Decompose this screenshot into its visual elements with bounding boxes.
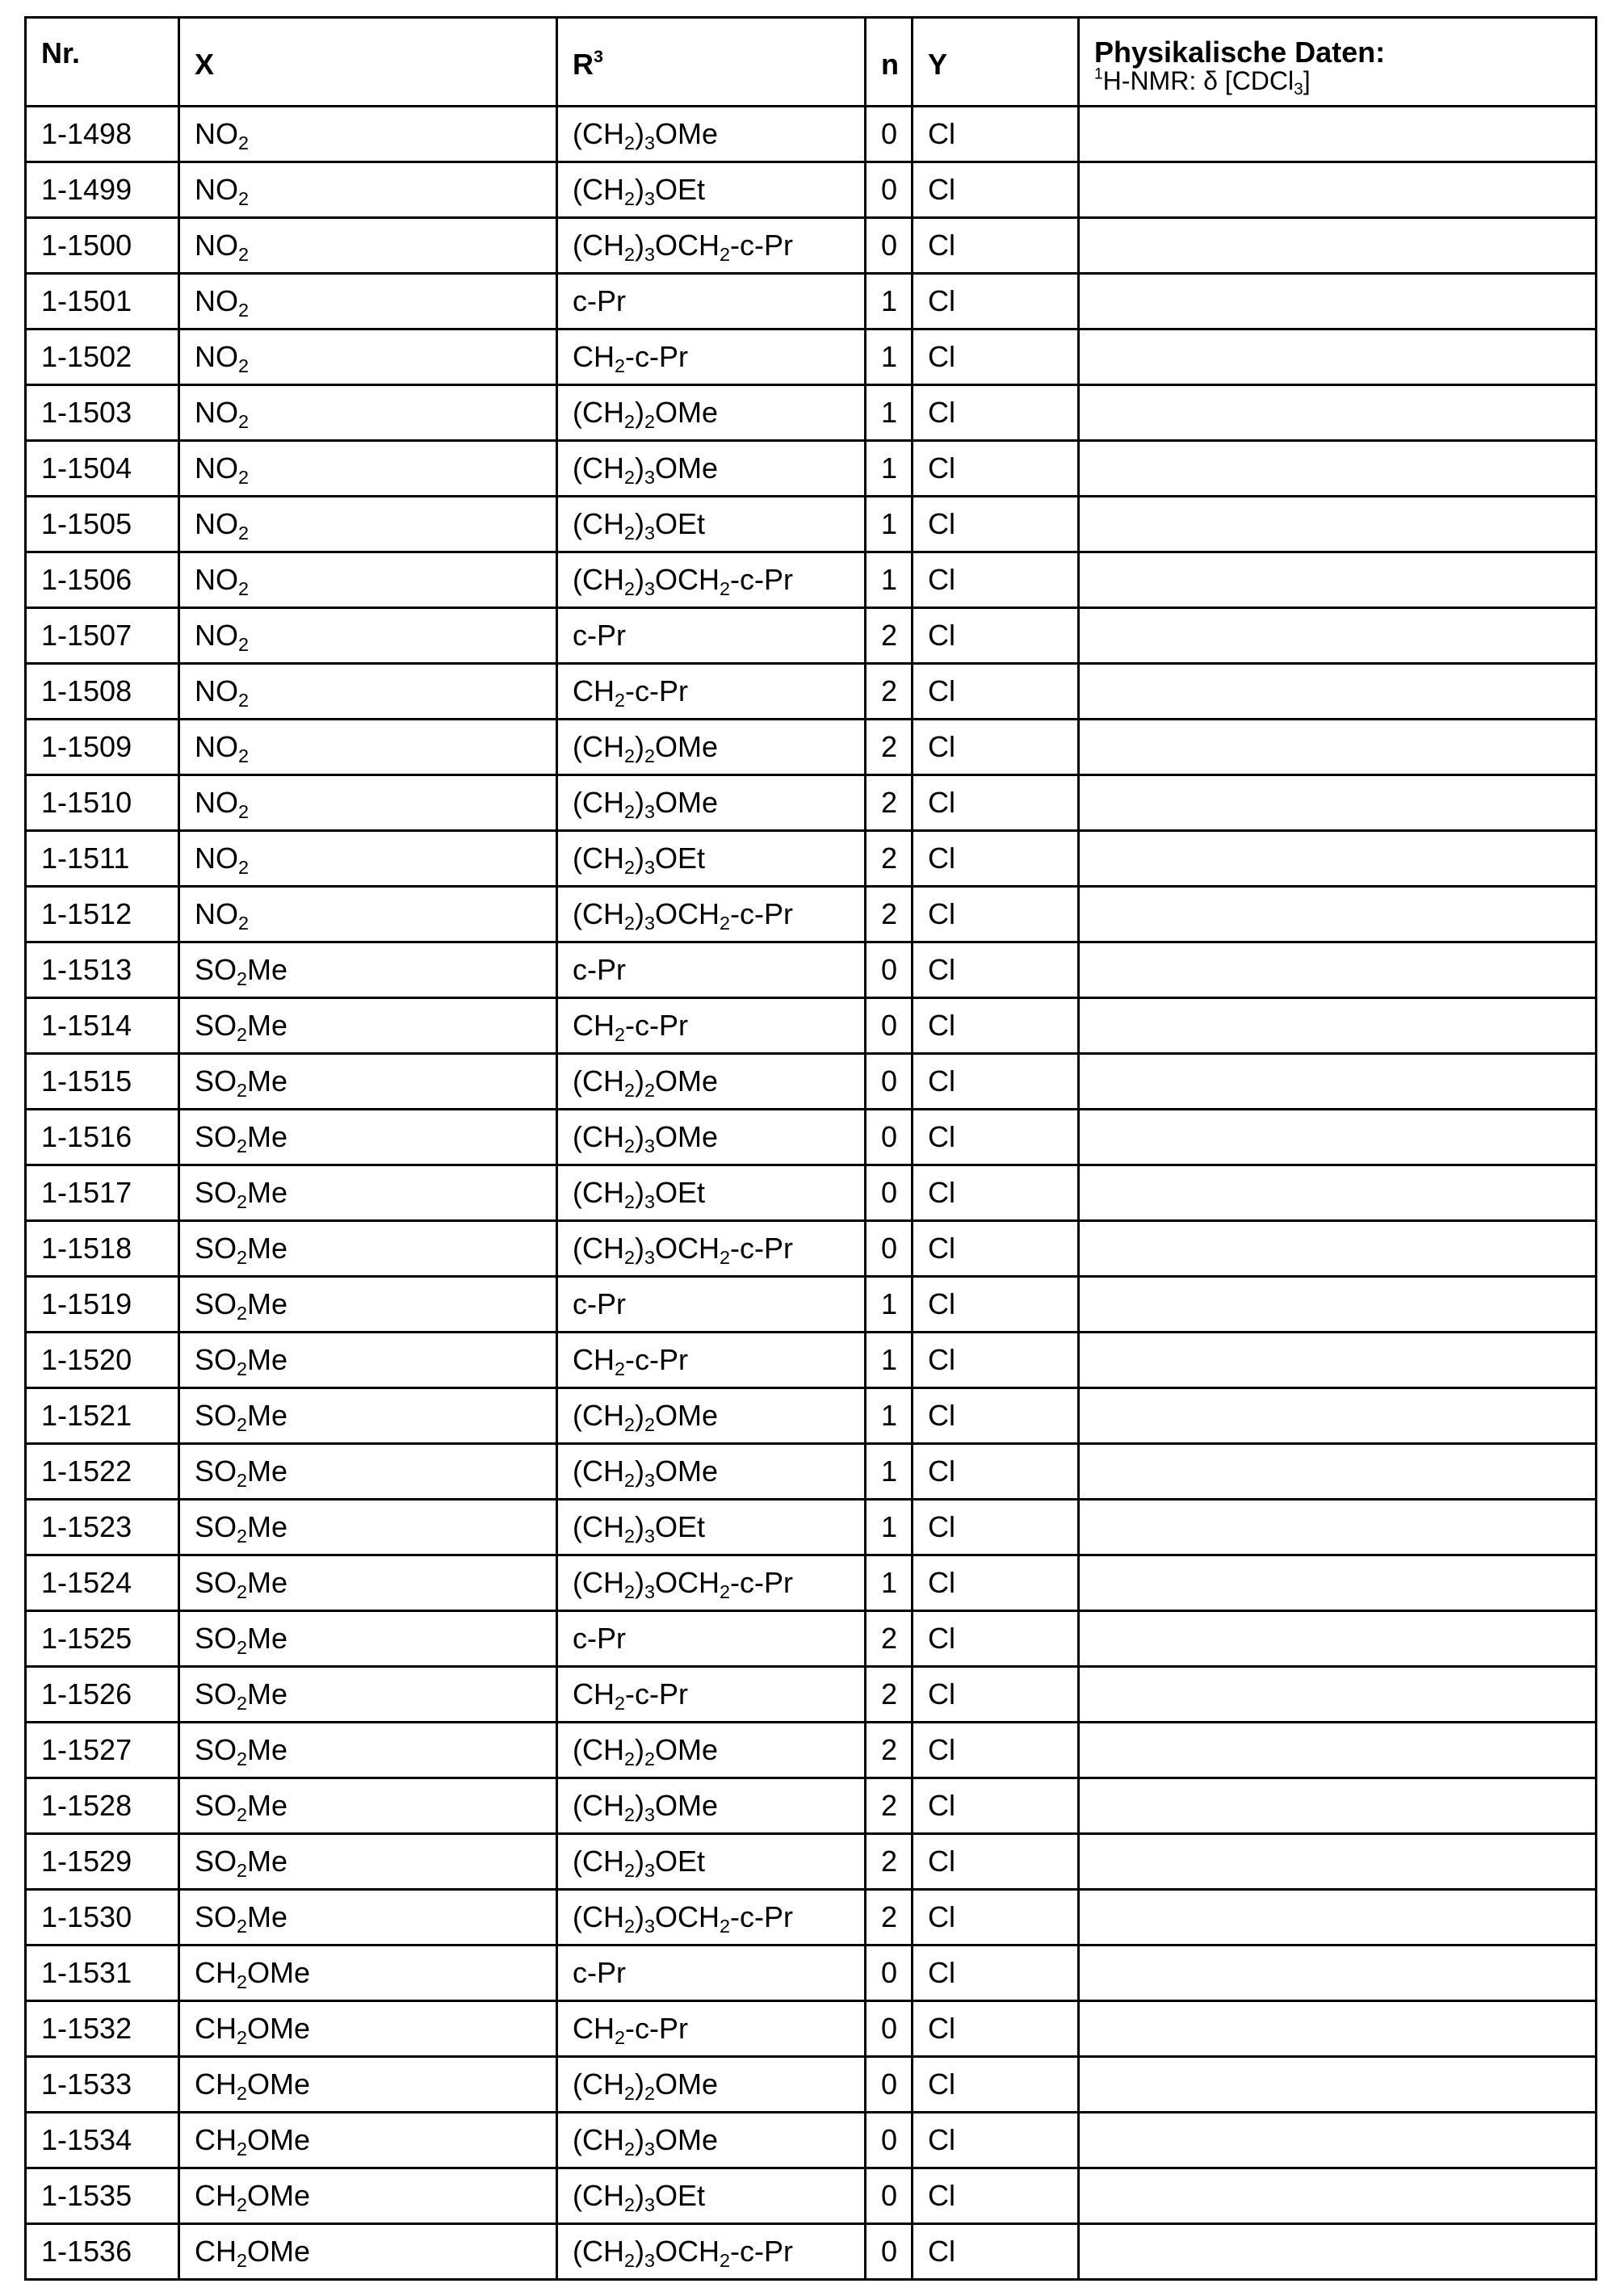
- cell-x: $SO_2Me$: [179, 1444, 557, 1500]
- cell-y: Cl: [913, 1388, 1079, 1444]
- cell-nr: 1-1498: [26, 107, 179, 162]
- cell-r3: c-Pr: [557, 1946, 866, 2001]
- table-row: [26, 218, 1597, 274]
- cell-n: 2: [866, 1611, 913, 1667]
- cell-n: 1: [866, 552, 913, 608]
- cell-y: Cl: [913, 274, 1079, 329]
- cell-nr: 1-1530: [26, 1890, 179, 1946]
- table-row: [26, 1946, 1597, 2001]
- table-row: [26, 1555, 1597, 1611]
- cell-y: Cl: [913, 1834, 1079, 1890]
- cell-y: Cl: [913, 385, 1079, 441]
- compound-table: [24, 16, 1597, 2281]
- cell-x: $SO_2Me$: [179, 1165, 557, 1221]
- cell-x: $SO_2Me$: [179, 1890, 557, 1946]
- cell-x: $NO_2$: [179, 664, 557, 720]
- cell-n: 0: [866, 218, 913, 274]
- cell-y: Cl: [913, 441, 1079, 497]
- cell-n: 0: [866, 162, 913, 218]
- table-row: [26, 775, 1597, 831]
- cell-n: 2: [866, 664, 913, 720]
- cell-r3: c-Pr: [557, 608, 866, 664]
- cell-x: $SO_2Me$: [179, 1277, 557, 1333]
- table-row: [26, 1723, 1597, 1778]
- header-r3: $R^3$: [557, 18, 866, 107]
- cell-n: 2: [866, 887, 913, 942]
- cell-n: 2: [866, 1834, 913, 1890]
- table-row: [26, 1778, 1597, 1834]
- table-row: [26, 385, 1597, 441]
- cell-y: Cl: [913, 1611, 1079, 1667]
- header-x: X: [179, 18, 557, 107]
- cell-n: 1: [866, 497, 913, 552]
- table-row: [26, 1834, 1597, 1890]
- cell-r3: $(CH_2)_3OCH_2-c-Pr$: [557, 1890, 866, 1946]
- cell-nr: 1-1508: [26, 664, 179, 720]
- cell-nr: 1-1523: [26, 1500, 179, 1555]
- cell-y: Cl: [913, 2168, 1079, 2224]
- header-row: [26, 18, 1597, 107]
- cell-r3: $(CH_2)_3OMe$: [557, 2113, 866, 2168]
- table-row: [26, 2057, 1597, 2113]
- cell-physical-data: [1079, 1611, 1597, 1667]
- table-row: [26, 1221, 1597, 1277]
- cell-r3: $(CH_2)_2OMe$: [557, 1723, 866, 1778]
- cell-r3: $(CH_2)_3OEt$: [557, 831, 866, 887]
- cell-n: 2: [866, 775, 913, 831]
- cell-nr: 1-1501: [26, 274, 179, 329]
- cell-physical-data: [1079, 441, 1597, 497]
- cell-y: Cl: [913, 2113, 1079, 2168]
- cell-x: $NO_2$: [179, 775, 557, 831]
- cell-nr: 1-1511: [26, 831, 179, 887]
- cell-r3: $(CH_2)_3OEt$: [557, 497, 866, 552]
- cell-r3: c-Pr: [557, 274, 866, 329]
- table-row: [26, 1110, 1597, 1165]
- cell-n: 0: [866, 2113, 913, 2168]
- table-row: [26, 608, 1597, 664]
- cell-y: Cl: [913, 1946, 1079, 2001]
- header-nr: Nr.: [26, 18, 179, 107]
- table-row: [26, 664, 1597, 720]
- cell-r3: $(CH_2)_3OMe$: [557, 1444, 866, 1500]
- cell-physical-data: [1079, 1221, 1597, 1277]
- cell-r3: $(CH_2)_3OCH_2-c-Pr$: [557, 218, 866, 274]
- cell-nr: 1-1516: [26, 1110, 179, 1165]
- table-row: [26, 1277, 1597, 1333]
- table-row: [26, 1611, 1597, 1667]
- cell-nr: 1-1518: [26, 1221, 179, 1277]
- cell-nr: 1-1502: [26, 329, 179, 385]
- cell-r3: $CH_2-c-Pr$: [557, 2001, 866, 2057]
- cell-physical-data: [1079, 1388, 1597, 1444]
- cell-x: $NO_2$: [179, 274, 557, 329]
- table-row: [26, 998, 1597, 1054]
- cell-y: Cl: [913, 775, 1079, 831]
- cell-y: Cl: [913, 1723, 1079, 1778]
- table-row: [26, 107, 1597, 162]
- table-body: [26, 107, 1597, 2280]
- cell-n: 1: [866, 329, 913, 385]
- cell-physical-data: [1079, 2001, 1597, 2057]
- physical-data-title: Physikalische Daten:: [1094, 36, 1386, 69]
- table-row: [26, 1165, 1597, 1221]
- cell-y: Cl: [913, 887, 1079, 942]
- cell-physical-data: [1079, 720, 1597, 775]
- cell-nr: 1-1524: [26, 1555, 179, 1611]
- cell-physical-data: [1079, 1667, 1597, 1723]
- table-row: [26, 1890, 1597, 1946]
- cell-physical-data: [1079, 1165, 1597, 1221]
- cell-r3: $(CH_2)_3OMe$: [557, 107, 866, 162]
- cell-nr: 1-1525: [26, 1611, 179, 1667]
- cell-x: $SO_2Me$: [179, 998, 557, 1054]
- cell-y: Cl: [913, 107, 1079, 162]
- cell-y: Cl: [913, 1500, 1079, 1555]
- cell-nr: 1-1535: [26, 2168, 179, 2224]
- cell-r3: $(CH_2)_3OCH_2-c-Pr$: [557, 887, 866, 942]
- cell-x: $CH_2OMe$: [179, 2057, 557, 2113]
- cell-nr: 1-1504: [26, 441, 179, 497]
- cell-r3: $(CH_2)_2OMe$: [557, 385, 866, 441]
- cell-physical-data: [1079, 608, 1597, 664]
- cell-n: 0: [866, 1054, 913, 1110]
- cell-n: 0: [866, 1946, 913, 2001]
- cell-r3: $(CH_2)_3OMe$: [557, 1110, 866, 1165]
- cell-x: $SO_2Me$: [179, 1110, 557, 1165]
- cell-nr: 1-1500: [26, 218, 179, 274]
- cell-nr: 1-1513: [26, 942, 179, 998]
- cell-r3: $(CH_2)_3OEt$: [557, 1834, 866, 1890]
- cell-x: $NO_2$: [179, 107, 557, 162]
- header-y: Y: [913, 18, 1079, 107]
- cell-nr: 1-1503: [26, 385, 179, 441]
- cell-y: Cl: [913, 1110, 1079, 1165]
- cell-n: 0: [866, 107, 913, 162]
- cell-n: 0: [866, 1110, 913, 1165]
- cell-physical-data: [1079, 1110, 1597, 1165]
- cell-physical-data: [1079, 385, 1597, 441]
- cell-r3: $(CH_2)_3OEt$: [557, 1500, 866, 1555]
- cell-x: $NO_2$: [179, 831, 557, 887]
- cell-physical-data: [1079, 2224, 1597, 2280]
- cell-r3: $(CH_2)_3OCH_2-c-Pr$: [557, 1221, 866, 1277]
- table-row: [26, 497, 1597, 552]
- cell-n: 2: [866, 720, 913, 775]
- cell-physical-data: [1079, 1834, 1597, 1890]
- cell-nr: 1-1536: [26, 2224, 179, 2280]
- header-physical-data: [1079, 18, 1597, 107]
- cell-physical-data: [1079, 552, 1597, 608]
- nmr-subtitle: $^1$H-NMR: δ [CDCl$_3$]: [1094, 65, 1311, 99]
- table-row: [26, 552, 1597, 608]
- cell-physical-data: [1079, 1946, 1597, 2001]
- table-row: [26, 942, 1597, 998]
- cell-x: $CH_2OMe$: [179, 2224, 557, 2280]
- cell-n: 2: [866, 1778, 913, 1834]
- cell-n: 1: [866, 441, 913, 497]
- cell-physical-data: [1079, 274, 1597, 329]
- cell-n: 0: [866, 1165, 913, 1221]
- cell-n: 0: [866, 1221, 913, 1277]
- cell-n: 1: [866, 1388, 913, 1444]
- cell-n: 2: [866, 831, 913, 887]
- cell-y: Cl: [913, 329, 1079, 385]
- cell-nr: 1-1512: [26, 887, 179, 942]
- cell-r3: $CH_2-c-Pr$: [557, 998, 866, 1054]
- cell-x: $SO_2Me$: [179, 1500, 557, 1555]
- cell-r3: $(CH_2)_2OMe$: [557, 1388, 866, 1444]
- cell-r3: $CH_2-c-Pr$: [557, 664, 866, 720]
- cell-x: $SO_2Me$: [179, 1667, 557, 1723]
- cell-n: 2: [866, 1723, 913, 1778]
- cell-r3: $(CH_2)_3OCH_2-c-Pr$: [557, 552, 866, 608]
- cell-x: $SO_2Me$: [179, 1834, 557, 1890]
- cell-y: Cl: [913, 942, 1079, 998]
- cell-y: Cl: [913, 608, 1079, 664]
- cell-r3: $CH_2-c-Pr$: [557, 1333, 866, 1388]
- cell-nr: 1-1510: [26, 775, 179, 831]
- table-row: [26, 2224, 1597, 2280]
- cell-nr: 1-1528: [26, 1778, 179, 1834]
- cell-r3: $(CH_2)_3OMe$: [557, 1778, 866, 1834]
- cell-n: 2: [866, 1890, 913, 1946]
- cell-physical-data: [1079, 998, 1597, 1054]
- table-row: [26, 1667, 1597, 1723]
- table-row: [26, 441, 1597, 497]
- cell-n: 0: [866, 998, 913, 1054]
- cell-x: $NO_2$: [179, 552, 557, 608]
- cell-n: 0: [866, 942, 913, 998]
- table-row: [26, 2001, 1597, 2057]
- cell-nr: 1-1522: [26, 1444, 179, 1500]
- cell-x: $SO_2Me$: [179, 1054, 557, 1110]
- cell-y: Cl: [913, 1667, 1079, 1723]
- cell-y: Cl: [913, 664, 1079, 720]
- cell-y: Cl: [913, 552, 1079, 608]
- table-row: [26, 162, 1597, 218]
- cell-r3: c-Pr: [557, 942, 866, 998]
- cell-x: $SO_2Me$: [179, 1778, 557, 1834]
- cell-r3: c-Pr: [557, 1611, 866, 1667]
- cell-physical-data: [1079, 2168, 1597, 2224]
- cell-y: Cl: [913, 720, 1079, 775]
- table-row: [26, 1388, 1597, 1444]
- cell-y: Cl: [913, 1221, 1079, 1277]
- header-n: n: [866, 18, 913, 107]
- table-row: [26, 274, 1597, 329]
- cell-n: 2: [866, 1667, 913, 1723]
- cell-n: 0: [866, 2224, 913, 2280]
- cell-y: Cl: [913, 2057, 1079, 2113]
- cell-r3: $CH_2-c-Pr$: [557, 329, 866, 385]
- cell-x: $NO_2$: [179, 497, 557, 552]
- cell-x: $NO_2$: [179, 887, 557, 942]
- cell-y: Cl: [913, 1333, 1079, 1388]
- cell-nr: 1-1515: [26, 1054, 179, 1110]
- cell-r3: c-Pr: [557, 1277, 866, 1333]
- cell-x: $NO_2$: [179, 441, 557, 497]
- cell-nr: 1-1521: [26, 1388, 179, 1444]
- cell-x: $SO_2Me$: [179, 1388, 557, 1444]
- cell-physical-data: [1079, 1555, 1597, 1611]
- table-row: [26, 1054, 1597, 1110]
- table-row: [26, 1500, 1597, 1555]
- cell-r3: $(CH_2)_3OCH_2-c-Pr$: [557, 2224, 866, 2280]
- table-row: [26, 1333, 1597, 1388]
- cell-nr: 1-1526: [26, 1667, 179, 1723]
- cell-nr: 1-1509: [26, 720, 179, 775]
- cell-x: $NO_2$: [179, 329, 557, 385]
- cell-n: 1: [866, 1444, 913, 1500]
- cell-physical-data: [1079, 1277, 1597, 1333]
- cell-x: $NO_2$: [179, 608, 557, 664]
- cell-x: $NO_2$: [179, 218, 557, 274]
- cell-nr: 1-1499: [26, 162, 179, 218]
- cell-nr: 1-1532: [26, 2001, 179, 2057]
- cell-r3: $(CH_2)_3OEt$: [557, 162, 866, 218]
- cell-y: Cl: [913, 831, 1079, 887]
- cell-y: Cl: [913, 1277, 1079, 1333]
- cell-nr: 1-1527: [26, 1723, 179, 1778]
- cell-x: $SO_2Me$: [179, 1221, 557, 1277]
- table-row: [26, 831, 1597, 887]
- table-row: [26, 2113, 1597, 2168]
- cell-y: Cl: [913, 1778, 1079, 1834]
- table-row: [26, 887, 1597, 942]
- table-row: [26, 720, 1597, 775]
- cell-nr: 1-1506: [26, 552, 179, 608]
- cell-n: 2: [866, 608, 913, 664]
- cell-physical-data: [1079, 664, 1597, 720]
- cell-x: $NO_2$: [179, 385, 557, 441]
- cell-n: 1: [866, 1333, 913, 1388]
- cell-nr: 1-1519: [26, 1277, 179, 1333]
- cell-r3: $CH_2-c-Pr$: [557, 1667, 866, 1723]
- cell-x: $SO_2Me$: [179, 942, 557, 998]
- cell-physical-data: [1079, 1723, 1597, 1778]
- cell-nr: 1-1514: [26, 998, 179, 1054]
- table-row: [26, 329, 1597, 385]
- cell-physical-data: [1079, 2113, 1597, 2168]
- cell-nr: 1-1534: [26, 2113, 179, 2168]
- cell-n: 1: [866, 1277, 913, 1333]
- cell-physical-data: [1079, 1500, 1597, 1555]
- cell-y: Cl: [913, 2001, 1079, 2057]
- cell-physical-data: [1079, 1054, 1597, 1110]
- cell-r3: $(CH_2)_3OMe$: [557, 775, 866, 831]
- cell-r3: $(CH_2)_3OEt$: [557, 1165, 866, 1221]
- cell-y: Cl: [913, 998, 1079, 1054]
- cell-physical-data: [1079, 329, 1597, 385]
- cell-y: Cl: [913, 1890, 1079, 1946]
- cell-x: $SO_2Me$: [179, 1333, 557, 1388]
- cell-physical-data: [1079, 1778, 1597, 1834]
- table-row: [26, 1444, 1597, 1500]
- cell-y: Cl: [913, 162, 1079, 218]
- cell-x: $CH_2OMe$: [179, 2113, 557, 2168]
- cell-n: 1: [866, 274, 913, 329]
- cell-physical-data: [1079, 1890, 1597, 1946]
- cell-x: $NO_2$: [179, 162, 557, 218]
- cell-r3: $(CH_2)_2OMe$: [557, 2057, 866, 2113]
- cell-y: Cl: [913, 497, 1079, 552]
- cell-nr: 1-1517: [26, 1165, 179, 1221]
- cell-y: Cl: [913, 1555, 1079, 1611]
- cell-x: $SO_2Me$: [179, 1611, 557, 1667]
- cell-n: 0: [866, 2001, 913, 2057]
- cell-physical-data: [1079, 497, 1597, 552]
- cell-x: $SO_2Me$: [179, 1555, 557, 1611]
- cell-n: 0: [866, 2057, 913, 2113]
- cell-y: Cl: [913, 2224, 1079, 2280]
- cell-physical-data: [1079, 218, 1597, 274]
- cell-nr: 1-1531: [26, 1946, 179, 2001]
- cell-r3: $(CH_2)_2OMe$: [557, 1054, 866, 1110]
- cell-r3: $(CH_2)_2OMe$: [557, 720, 866, 775]
- cell-physical-data: [1079, 1444, 1597, 1500]
- cell-n: 1: [866, 385, 913, 441]
- cell-y: Cl: [913, 218, 1079, 274]
- cell-r3: $(CH_2)_3OMe$: [557, 441, 866, 497]
- cell-physical-data: [1079, 162, 1597, 218]
- cell-x: $NO_2$: [179, 720, 557, 775]
- cell-nr: 1-1520: [26, 1333, 179, 1388]
- cell-x: $SO_2Me$: [179, 1723, 557, 1778]
- cell-physical-data: [1079, 942, 1597, 998]
- cell-physical-data: [1079, 831, 1597, 887]
- cell-nr: 1-1529: [26, 1834, 179, 1890]
- cell-n: 0: [866, 2168, 913, 2224]
- table-row: [26, 2168, 1597, 2224]
- cell-r3: $(CH_2)_3OEt$: [557, 2168, 866, 2224]
- cell-nr: 1-1505: [26, 497, 179, 552]
- cell-n: 1: [866, 1555, 913, 1611]
- cell-x: $CH_2OMe$: [179, 2168, 557, 2224]
- cell-physical-data: [1079, 2057, 1597, 2113]
- cell-r3: $(CH_2)_3OCH_2-c-Pr$: [557, 1555, 866, 1611]
- cell-y: Cl: [913, 1444, 1079, 1500]
- cell-physical-data: [1079, 1333, 1597, 1388]
- cell-physical-data: [1079, 107, 1597, 162]
- cell-y: Cl: [913, 1054, 1079, 1110]
- cell-nr: 1-1507: [26, 608, 179, 664]
- cell-physical-data: [1079, 887, 1597, 942]
- cell-nr: 1-1533: [26, 2057, 179, 2113]
- cell-physical-data: [1079, 775, 1597, 831]
- cell-x: $CH_2OMe$: [179, 1946, 557, 2001]
- cell-y: Cl: [913, 1165, 1079, 1221]
- cell-x: $CH_2OMe$: [179, 2001, 557, 2057]
- cell-n: 1: [866, 1500, 913, 1555]
